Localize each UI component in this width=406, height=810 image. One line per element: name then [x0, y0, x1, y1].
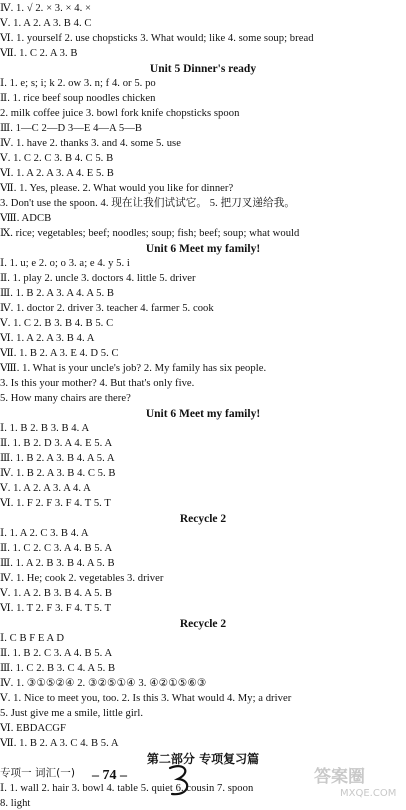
answer-line: Ⅵ. 1. A 2. A 3. A 4. E 5. B: [0, 168, 114, 179]
answer-line: Ⅲ. 1. A 2. B 3. B 4. A 5. B: [0, 558, 115, 569]
answer-line: Ⅳ. 1. He; cook 2. vegetables 3. driver: [0, 573, 164, 584]
answer-line: 2. milk coffee juice 3. bowl fork knife chopsticks spoon: [0, 108, 240, 119]
part2-heading: 第二部分 专项复习篇: [146, 752, 260, 766]
answer-line: Ⅰ. 1. B 2. B 3. B 4. A: [0, 423, 90, 434]
answer-line: Ⅴ. 1. Nice to meet you, too. 2. Is this 3. What would 4. My; a driver: [0, 693, 292, 704]
topic-heading: 专项一 词汇(一): [0, 767, 75, 779]
answer-line: Ⅶ. 1. B 2. A 3. C 4. B 5. A: [0, 738, 119, 749]
answer-line: Ⅰ. 1. wall 2. hair 3. bowl 4. table 5. quiet 6. cousin 7. spoon: [0, 783, 254, 794]
answer-line: Ⅲ. 1. C 2. B 3. C 4. A 5. B: [0, 663, 116, 674]
answer-line: Ⅴ. 1. A 2. A 3. A 4. A: [0, 483, 91, 494]
answer-line: Ⅶ. 1. C 2. A 3. B: [0, 48, 78, 59]
answer-line: Ⅴ. 1. A 2. A 3. B 4. C: [0, 18, 92, 29]
unit6-heading: Unit 6 Meet my family!: [145, 243, 261, 255]
answer-line: Ⅳ. 1. B 2. A 3. B 4. C 5. B: [0, 468, 116, 479]
answer-line: Ⅰ. 1. u; e 2. o; o 3. a; e 4. y 5. i: [0, 258, 130, 269]
answer-line: Ⅴ. 1. C 2. B 3. B 4. B 5. C: [0, 318, 114, 329]
answer-line: Ⅵ. 1. A 2. A 3. B 4. A: [0, 333, 95, 344]
answer-line: 8. light: [0, 798, 31, 809]
answer-line: Ⅱ. 1. rice beef soup noodles chicken: [0, 93, 156, 104]
watermark-logo-icon: [310, 764, 406, 800]
answer-line: Ⅳ. 1. have 2. thanks 3. and 4. some 5. use: [0, 138, 181, 149]
answer-line: Ⅳ. 1. √ 2. × 3. × 4. ×: [0, 3, 92, 14]
answer-line: 3. Is this your mother? 4. But that's only five.: [0, 378, 195, 389]
recycle2-heading: Recycle 2: [179, 513, 227, 525]
answer-line: Ⅴ. 1. A 2. B 3. B 4. A 5. B: [0, 588, 113, 599]
answer-line: Ⅲ. 1. B 2. A 3. B 4. A 5. A: [0, 453, 115, 464]
answer-line: Ⅲ. 1. B 2. A 3. A 4. A 5. B: [0, 288, 114, 299]
svg-text:MXQE.COM: MXQE.COM: [340, 788, 397, 799]
answer-line: Ⅱ. 1. C 2. C 3. A 4. B 5. A: [0, 543, 113, 554]
answer-line: Ⅷ. 1. What is your uncle's job? 2. My family has six people.: [0, 363, 267, 374]
answer-line: Ⅰ. 1. e; s; i; k 2. ow 3. n; f 4. or 5. po: [0, 78, 156, 89]
answer-line: Ⅵ. 1. F 2. F 3. F 4. T 5. T: [0, 498, 111, 509]
answer-line: Ⅶ. 1. Yes, please. 2. What would you like for dinner?: [0, 183, 234, 194]
answer-line: Ⅵ. 1. yourself 2. use chopsticks 3. What would; like 4. some soup; bread: [0, 33, 314, 44]
answer-line: Ⅱ. 1. B 2. C 3. A 4. B 5. A: [0, 648, 113, 659]
answer-line: Ⅸ. rice; vegetables; beef; noodles; soup; fish; beef; soup; what would: [0, 228, 300, 239]
answer-line: Ⅰ. C B F E A D: [0, 633, 65, 644]
answer-line: Ⅲ. 1—C 2—D 3—E 4—A 5—B: [0, 123, 142, 134]
answer-line: Ⅴ. 1. C 2. C 3. B 4. C 5. B: [0, 153, 114, 164]
answer-line: Ⅵ. 1. T 2. F 3. F 4. T 5. T: [0, 603, 112, 614]
recycle2-heading: Recycle 2: [179, 618, 227, 630]
answer-line: Ⅶ. 1. B 2. A 3. E 4. D 5. C: [0, 348, 119, 359]
answer-line: Ⅰ. 1. A 2. C 3. B 4. A: [0, 528, 89, 539]
answer-line: 5. How many chairs are there?: [0, 393, 131, 404]
answer-line: Ⅳ. 1. doctor 2. driver 3. teacher 4. farmer 5. cook: [0, 303, 214, 314]
answer-line: Ⅱ. 1. play 2. uncle 3. doctors 4. little 5. driver: [0, 273, 196, 284]
answer-line: Ⅳ. 1. ③①⑤②④ 2. ③②⑤①④ 3. ④②①⑤⑥③: [0, 678, 207, 689]
answer-line: 3. Don't use the spoon. 4. 现在让我们试试它。 5. 把刀叉递给我。: [0, 198, 295, 209]
unit6-heading: Unit 6 Meet my family!: [145, 408, 261, 420]
svg-text:答案圈: 答案圈: [314, 767, 365, 787]
handwritten-mark-icon: [160, 760, 200, 800]
answer-line: Ⅷ. ADCB: [0, 213, 52, 224]
answer-line: Ⅱ. 1. B 2. D 3. A 4. E 5. A: [0, 438, 113, 449]
page-number: – 74 –: [92, 768, 127, 783]
unit5-heading: Unit 5 Dinner's ready: [149, 63, 257, 75]
answer-line: 5. Just give me a smile, little girl.: [0, 708, 144, 719]
answer-line: Ⅵ. EBDACGF: [0, 723, 66, 734]
